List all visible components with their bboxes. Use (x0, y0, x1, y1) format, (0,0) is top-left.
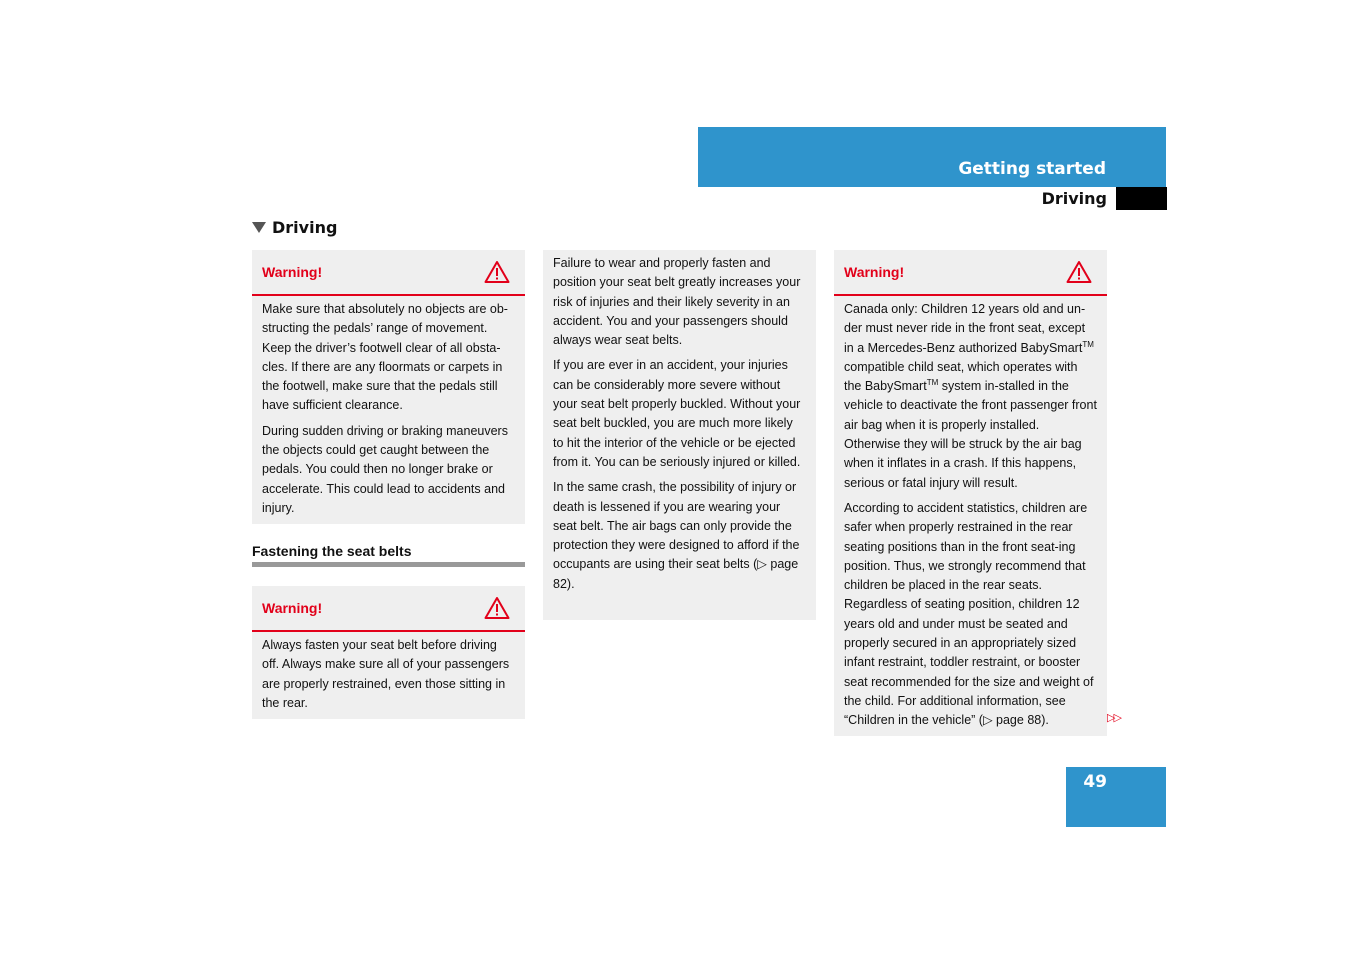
warning-label: Warning! (262, 264, 323, 280)
info-paragraph: In the same crash, the possibility of injury or death is lessened if you are wearing your seat belt. The air bags can only provide the protection they were designed to afford if the occupants are using their seat belts (▷ page 82). (553, 480, 800, 591)
warning-header (252, 250, 525, 296)
chapter-title: Getting started (958, 159, 1106, 179)
warning-paragraph: Always fasten your seat belt before driving off. Always make sure all of your passengers are properly restrained, even those sitting in the rear. (262, 638, 510, 710)
continued-next-page-icon: ▷▷ (1107, 712, 1120, 724)
subsection-heading: Fastening the seat belts (252, 543, 525, 567)
warning-body (252, 632, 525, 713)
warning-box-children (834, 250, 1107, 736)
warning-paragraph: According to accident statistics, children are safer when properly restrained in the rear seating positions than in the front seat-ing position. Thus, we strongly recommend that children be placed in the rear seats. Regardless of seating position, children 12 years old and under must be seated and properly secured in an appropriately sized infant restraint, toddler restraint, or booster seat recommended for the size and weight of the child. For additional information, see “Children in the vehicle” (▷ page 88). (844, 500, 1094, 728)
page-heading-text: Driving (272, 218, 338, 237)
warning-header (834, 250, 1107, 296)
info-paragraph: Failure to wear and properly fasten and position your seat belt greatly increases your risk of injuries and their likely severity in an accident. You and your passengers should always wear seat belts. (553, 256, 801, 348)
warning-body (252, 296, 525, 518)
warning-box-pedals (252, 250, 525, 524)
warning-paragraph: Make sure that absolutely no objects are ob-structing the pedals’ range of movement. Keep the driver’s footwell clear of all obsta-cles. If there are any floormats or carpets in the footwell, make sure that the pedals still have sufficient clearance. (262, 302, 508, 413)
warning-label: Warning! (844, 264, 905, 280)
warning-body (834, 296, 1107, 731)
chapter-header-band (698, 127, 1166, 187)
warning-paragraph: Canada only: Children 12 years old and un-der must never ride in the front seat, except in a Mercedes-Benz authorized BabySmart™ compatible child seat, which operates with the BabySmart™ system in-stalled in the vehicle to deactivate the front passenger front air bag when it is properly installed. Otherwise they will be struck by the air bag when it inflates in a crash. If this happens, serious or fatal injury will result. (844, 302, 1097, 490)
page-number-band (1066, 767, 1166, 827)
warning-label: Warning! (262, 600, 323, 616)
section-title: Driving (1041, 189, 1107, 208)
warning-header (252, 586, 525, 632)
page-number: 49 (1083, 772, 1107, 792)
warning-box-seatbelt (252, 586, 525, 719)
warning-triangle-icon (484, 260, 510, 284)
page-heading (252, 218, 337, 237)
section-tab-marker (1116, 187, 1167, 210)
warning-paragraph: During sudden driving or braking maneuvers the objects could get caught between the pedals. You could then no longer brake or accelerate. This could lead to accidents and injury. (262, 423, 508, 515)
warning-triangle-icon (484, 596, 510, 620)
warning-triangle-icon (1066, 260, 1092, 284)
info-paragraph: If you are ever in an accident, your injuries can be considerably more severe without your seat belt properly buckled. Without your seat belt buckled, you are much more likely to hit the interior of the vehicle or be ejected from it. You can be seriously injured or killed. (553, 358, 801, 469)
triangle-down-icon (252, 222, 266, 233)
seatbelt-info-box (543, 250, 816, 620)
